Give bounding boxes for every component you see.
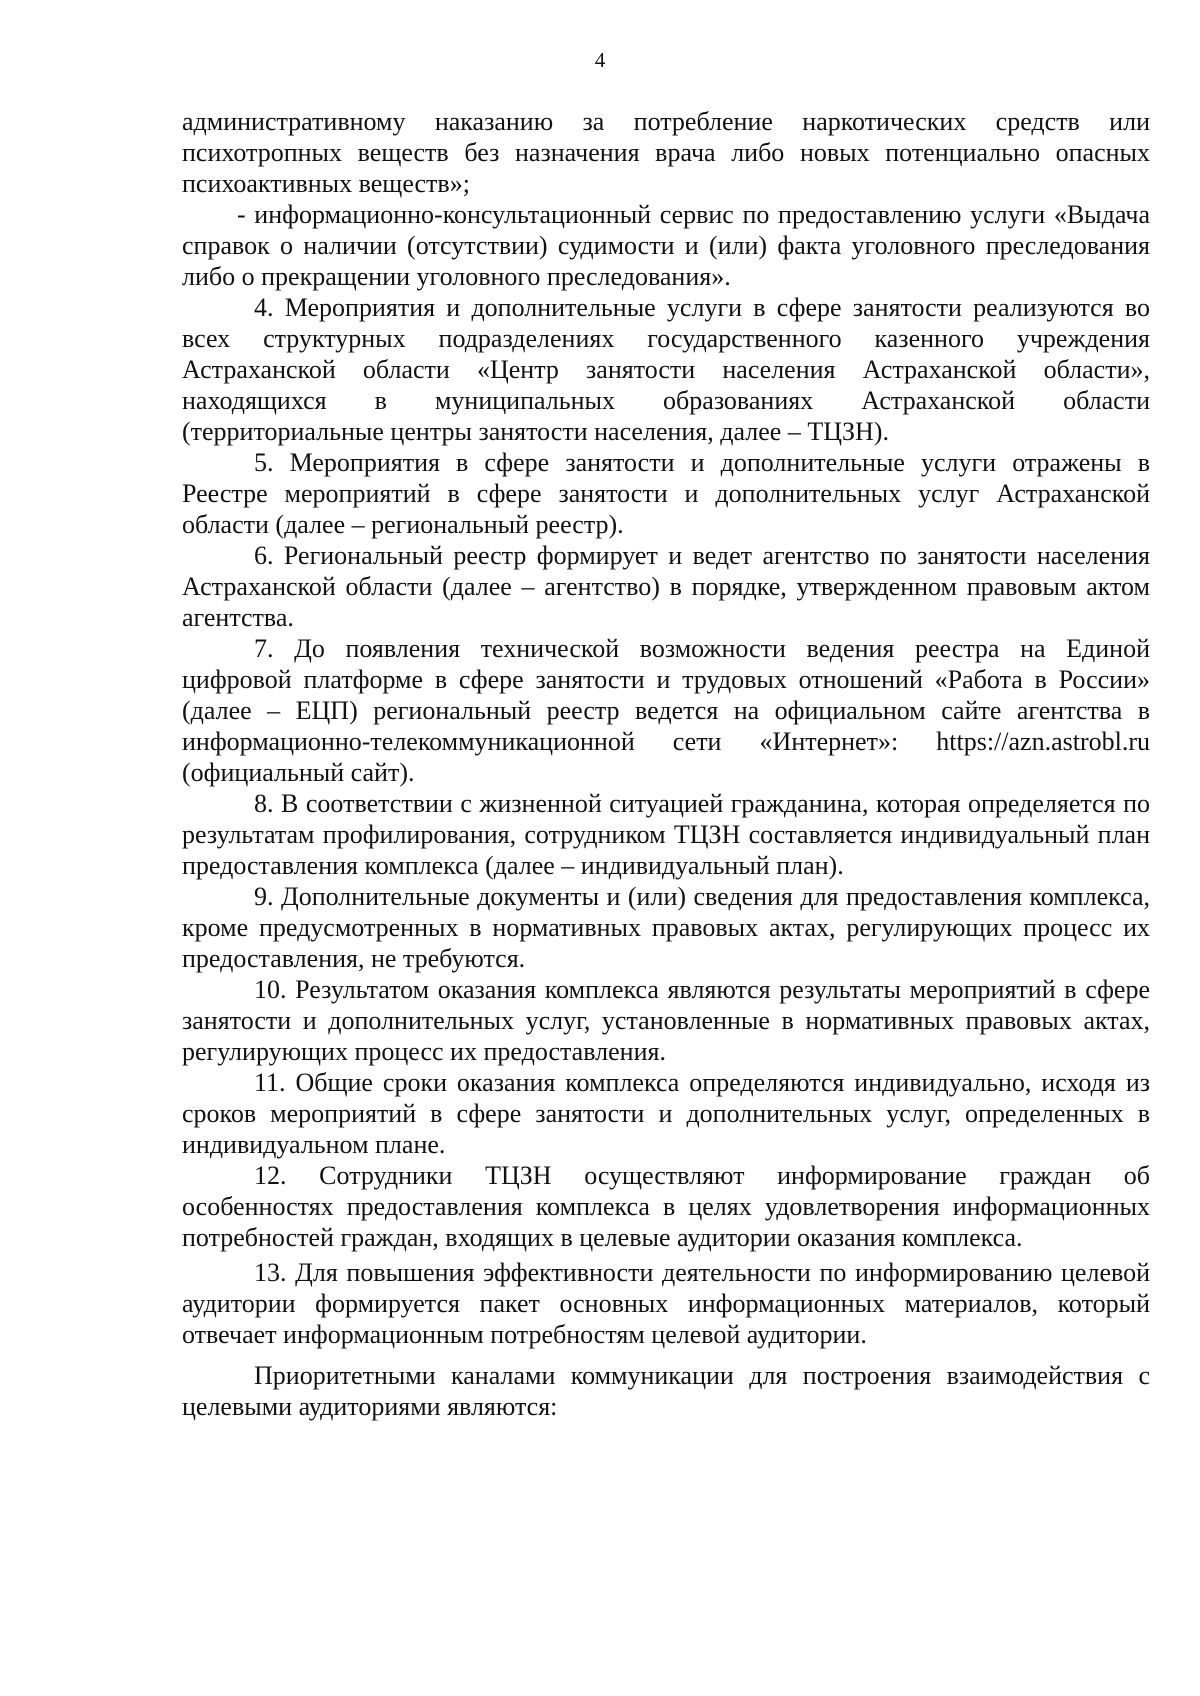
page-number: 4	[594, 48, 606, 72]
paragraph-item-4: 4. Мероприятия и дополнительные услуги в сфере занятости реализуются во всех структурных подразделениях государственного казенного учреждения Астраханской области «Центр занятости населения Астраханской области», находящихся в муниципальных образованиях Астраханской области (территориальные центры занятости населения, далее – ТЦЗН).	[182, 293, 1150, 446]
paragraph-item-9: 9. Дополнительные документы и (или) сведения для предоставления комплекса, кроме предусмотренных в нормативных правовых актах, регулирующих процесс их предоставления, не требуются.	[182, 882, 1150, 973]
paragraph-item-6: 6. Региональный реестр формирует и ведет агентство по занятости населения Астраханской области (далее – агентство) в порядке, утвержденном правовым актом агентства.	[182, 541, 1150, 632]
paragraph-item-10: 10. Результатом оказания комплекса являются результаты мероприятий в сфере занятости и дополнительных услуг, установленные в нормативных правовых актах, регулирующих процесс их предоставления.	[182, 975, 1150, 1066]
paragraph-item-5: 5. Мероприятия в сфере занятости и дополнительные услуги отражены в Реестре мероприятий в сфере занятости и дополнительных услуг Астраханской области (далее – региональный реестр).	[182, 448, 1150, 539]
paragraph-item-13: 13. Для повышения эффективности деятельности по информированию целевой аудитории формируется пакет основных информационных материалов, который отвечает информационным потребностям целевой аудитории.	[182, 1258, 1150, 1349]
paragraph-bullet-info-service: - информационно-консультационный сервис по предоставлению услуги «Выдача справок о наличии (отсутствии) судимости и (или) факта уголовного преследования либо о прекращении уголовного преследования».	[182, 200, 1150, 291]
paragraph-item-7: 7. До появления технической возможности ведения реестра на Единой цифровой платформе в сфере занятости и трудовых отношений «Работа в России» (далее – ЕЦП) региональный реестр ведется на официальном сайте агентства в информационно-телекоммуникационной сети «Интернет»: https://azn.astrobl.ru (официальный сайт).	[182, 634, 1150, 787]
paragraph-continuation: административному наказанию за потребление наркотических средств или психотропных веществ без назначения врача либо новых потенциально опасных психоактивных веществ»;	[182, 107, 1150, 198]
paragraph-priority-channels: Приоритетными каналами коммуникации для построения взаимодействия с целевыми аудиториями являются:	[182, 1361, 1150, 1421]
document-body	[182, 106, 1150, 1422]
paragraph-item-11: 11. Общие сроки оказания комплекса определяются индивидуально, исходя из сроков мероприятий в сфере занятости и дополнительных услуг, определенных в индивидуальном плане.	[182, 1068, 1150, 1159]
paragraph-item-12: 12. Сотрудники ТЦЗН осуществляют информирование граждан об особенностях предоставления комплекса в целях удовлетворения информационных потребностей граждан, входящих в целевые аудитории оказания комплекса.	[182, 1161, 1150, 1252]
paragraph-item-8: 8. В соответствии с жизненной ситуацией гражданина, которая определяется по результатам профилирования, сотрудником ТЦЗН составляется индивидуальный план предоставления комплекса (далее – индивидуальный план).	[182, 789, 1150, 880]
